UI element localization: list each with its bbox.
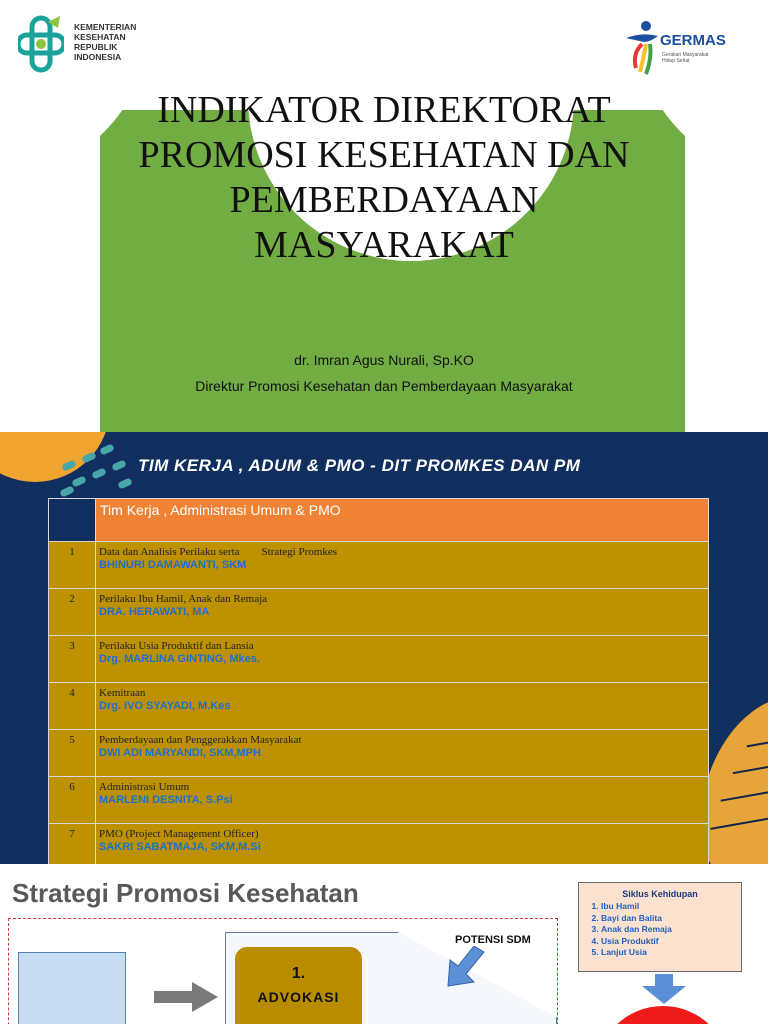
row-person: DRA. HERAWATI, MA <box>99 606 210 618</box>
row-role: Administrasi Umum <box>99 781 190 793</box>
decorative-dot <box>111 459 127 471</box>
slide3-title: Strategi Promosi Kesehatan <box>12 878 359 908</box>
row-person: Drg. MARLINA GINTING, Mkes. <box>99 653 260 665</box>
row-number: 2 <box>49 589 96 636</box>
siklus-list <box>579 901 741 959</box>
decorative-dot <box>117 477 133 489</box>
table-row <box>49 824 709 865</box>
slide2-title: TIM KERJA , ADUM & PMO - DIT PROMKES DAN PM <box>138 456 581 475</box>
advokasi-box <box>235 947 362 1024</box>
team-slide <box>0 432 768 864</box>
row-number: 1 <box>49 542 96 589</box>
list-item: 1. Ibu Hamil <box>601 901 741 913</box>
arrow-right-icon <box>154 982 220 1012</box>
strategy-source-box <box>18 952 126 1024</box>
row-number: 5 <box>49 730 96 777</box>
row-content <box>96 542 709 589</box>
list-item: 2. Bayi dan Balita <box>601 913 741 925</box>
row-role: Pemberdayaan dan Penggerakkan Masyarakat <box>99 734 302 746</box>
advokasi-label: ADVOKASI <box>257 989 340 1005</box>
row-content <box>96 683 709 730</box>
table-row <box>49 636 709 683</box>
row-number: 6 <box>49 777 96 824</box>
row-person: DWI ADI MARYANDI, SKM,MPH <box>99 747 261 759</box>
decorative-dot <box>71 475 87 487</box>
siklus-title: Siklus Kehidupan <box>622 889 698 899</box>
row-content <box>96 636 709 683</box>
row-role: Kemitraan <box>99 687 146 699</box>
author-position: Direktur Promosi Kesehatan dan Pemberdayaan Masyarakat <box>195 378 573 394</box>
row-role: PMO (Project Management Officer) <box>99 828 259 840</box>
advokasi-number: 1. <box>291 965 306 982</box>
row-role: Perilaku Usia Produktif dan Lansia <box>99 640 254 652</box>
row-role: Perilaku Ibu Hamil, Anak dan Remaja <box>99 593 268 605</box>
team-table <box>48 498 709 864</box>
germas-figure-icon <box>622 18 662 78</box>
list-item: 3. Anak dan Remaja <box>601 924 741 936</box>
decorative-dot <box>99 443 115 455</box>
title-slide <box>0 0 768 432</box>
row-role: Data dan Analisis Perilaku serta Strategi Promkes <box>99 546 337 558</box>
decorative-dot <box>59 485 75 497</box>
table-row <box>49 589 709 636</box>
germas-logo-tagline: Gerakan Masyarakat Hidup Sehat <box>662 52 709 64</box>
row-person: Drg. IVO SYAYADI, M.Kes <box>99 700 231 712</box>
row-number: 3 <box>49 636 96 683</box>
row-number: 4 <box>49 683 96 730</box>
germas-logo-name: GERMAS <box>660 32 726 49</box>
table-header-row <box>49 499 709 542</box>
arrow-down-left-icon <box>444 946 486 988</box>
table-row <box>49 777 709 824</box>
decorative-dot <box>91 467 107 479</box>
kemenkes-logo <box>18 14 148 78</box>
row-number: 7 <box>49 824 96 865</box>
row-content <box>96 777 709 824</box>
slide1-title: INDIKATOR DIREKTORAT PROMOSI KESEHATAN DAN PEMBERDAYAAN MASYARAKAT <box>138 89 630 266</box>
row-person: MARLENI DESNITA, S.Psi <box>99 794 233 806</box>
kemenkes-emblem-icon <box>18 14 64 74</box>
row-content <box>96 730 709 777</box>
list-item: 4. Usia Produktif <box>601 936 741 948</box>
table-row <box>49 730 709 777</box>
header-number-cell <box>49 499 96 542</box>
row-person: SAKRI SABATMAJA, SKM,M.Si <box>99 841 261 853</box>
arrow-down-icon <box>642 974 686 1004</box>
strategy-slide <box>0 864 768 1024</box>
author-name: dr. Imran Agus Nurali, Sp.KO <box>294 352 474 368</box>
row-content <box>96 824 709 865</box>
germas-logo <box>622 18 752 82</box>
potensi-sdm-label: POTENSI SDM <box>455 934 531 946</box>
kemenkes-logo-text: KEMENTERIAN KESEHATAN REPUBLIK INDONESIA <box>74 22 137 62</box>
table-row <box>49 542 709 589</box>
table-row <box>49 683 709 730</box>
list-item: 5. Lanjut Usia <box>601 947 741 959</box>
siklus-kehidupan-box <box>578 882 742 972</box>
row-person: BHINURI DAMAWANTI, SKM <box>99 559 247 571</box>
red-circle <box>596 1006 730 1024</box>
row-content <box>96 589 709 636</box>
table-header: Tim Kerja , Administrasi Umum & PMO <box>96 499 709 542</box>
